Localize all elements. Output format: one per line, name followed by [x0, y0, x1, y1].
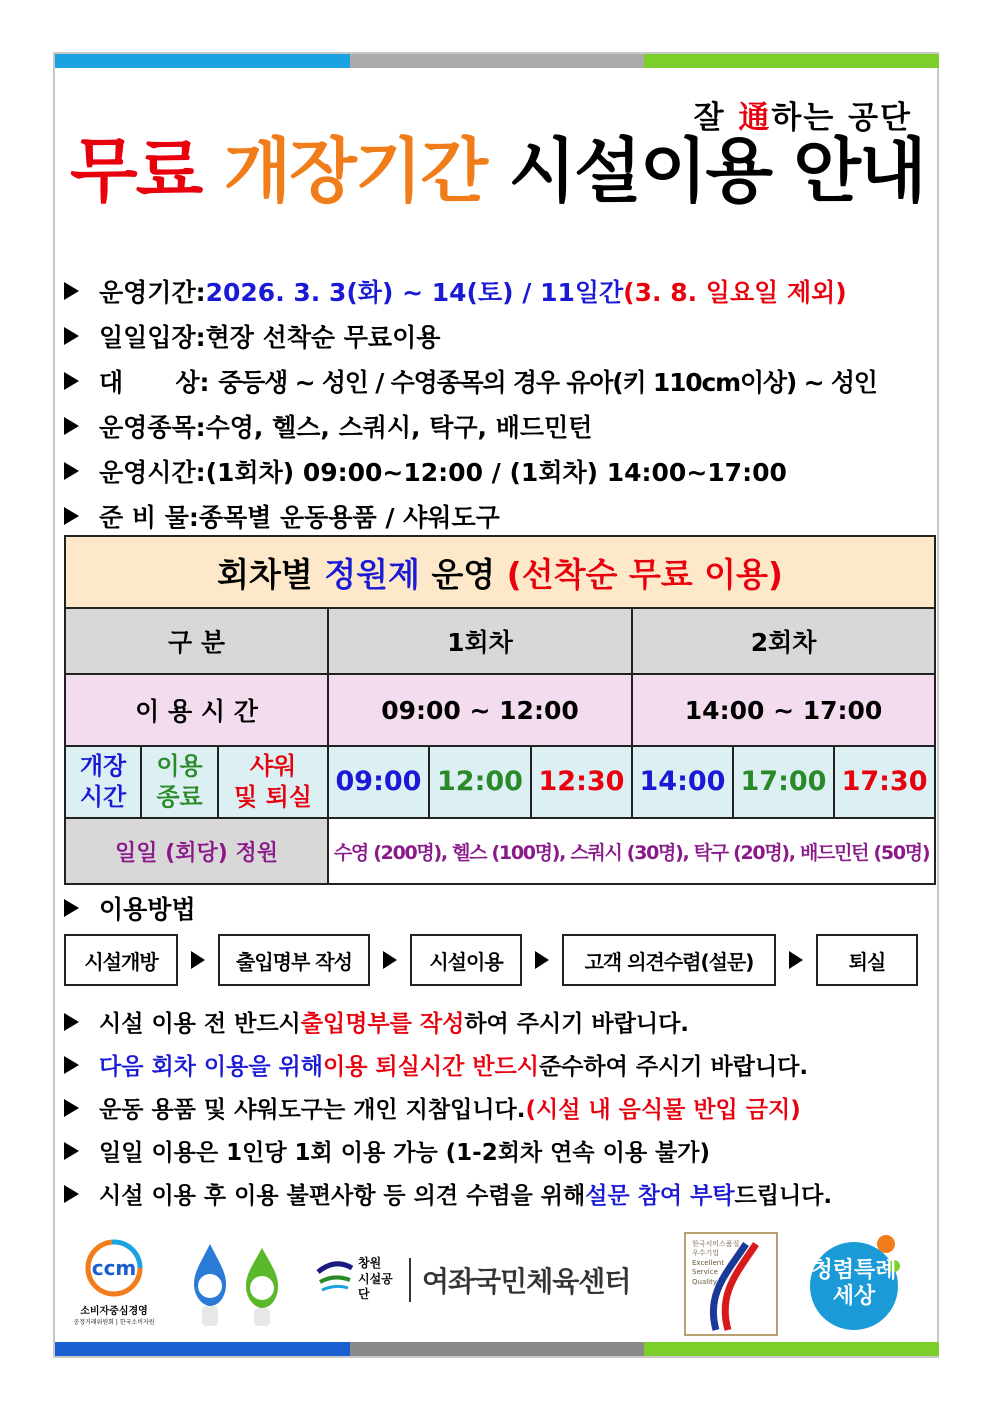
center-name: 여좌국민체육센터	[422, 1265, 631, 1298]
note-4: 일일 이용은 1인당 1회 이용 가능 (1-2회차 연속 이용 불가)	[64, 1129, 934, 1172]
bottom-color-bar	[55, 1342, 939, 1356]
method-flow	[64, 932, 926, 988]
step-open: 시설개방	[64, 934, 178, 986]
note-5: 시설 이용 후 이용 불편사항 등 의견 수렴을 위해 설문 참여 부탁 드립니다.	[64, 1172, 934, 1215]
info-target: 대 상: 중등생 ~ 성인 / 수영종목의 경우 유아(키 110cm이상) ~ 성인	[64, 358, 934, 403]
page-title: 무료 개장기간 시설이용 안내	[70, 130, 925, 212]
time-open-1: 09:00	[328, 746, 429, 818]
bullet-icon	[64, 1099, 79, 1117]
mascot-image	[182, 1240, 294, 1330]
capacity-value: 수영 (200명), 헬스 (100명), 스쿼시 (30명), 탁구 (20명), 배드민턴 (50명)	[328, 818, 935, 884]
col-label: 구 분	[65, 608, 328, 674]
mascot-icon	[182, 1240, 294, 1330]
arrow-right-icon	[191, 951, 205, 969]
arrow-right-icon	[789, 951, 803, 969]
time-open-2: 14:00	[632, 746, 733, 818]
bullet-icon	[64, 1142, 79, 1160]
bullet-icon	[64, 1056, 79, 1074]
clean-slogan-logo: 청렴특례 세상	[804, 1230, 904, 1336]
shower-label: 샤워 및 퇴실	[218, 746, 328, 818]
logo-strip	[64, 1230, 934, 1340]
facility-corp-icon	[314, 1252, 356, 1296]
bullet-icon	[64, 327, 79, 345]
round1-header: 1회차	[328, 608, 632, 674]
top-color-bar	[55, 54, 939, 68]
step-use: 시설이용	[410, 934, 522, 986]
time-exit-1: 12:30	[531, 746, 632, 818]
note-1: 시설 이용 전 반드시 출입명부를 작성 하여 주시기 바랍니다.	[64, 1000, 934, 1043]
bullet-icon	[64, 282, 79, 300]
creation-city-logo: 창원 시설공단	[314, 1252, 404, 1312]
arrow-right-icon	[535, 951, 549, 969]
info-hours: 운영시간: (1회차) 09:00~12:00 / (1회차) 14:00~17:00	[64, 448, 934, 493]
note-3: 운동 용품 및 샤워도구는 개인 지참입니다. (시설 내 음식물 반입 금지)	[64, 1086, 934, 1129]
bullet-icon	[64, 507, 79, 525]
time-end-2: 17:00	[733, 746, 834, 818]
bullet-icon	[64, 899, 79, 917]
ksq-flag-icon	[686, 1234, 776, 1334]
step-exit: 퇴실	[816, 934, 918, 986]
bullet-icon	[64, 1185, 79, 1203]
schedule-table	[64, 535, 936, 885]
note-2: 다음 회차 이용을 위해 이용 퇴실시간 반드시 준수하여 주시기 바랍니다.	[64, 1043, 934, 1086]
logo-divider	[409, 1258, 411, 1302]
step-survey: 고객 의견수렴(설문)	[562, 934, 776, 986]
capacity-label: 일일 (회당) 정원	[65, 818, 328, 884]
usage-round1: 09:00 ~ 12:00	[328, 674, 632, 746]
end-time-label: 이용 종료	[141, 746, 218, 818]
usage-round2: 14:00 ~ 17:00	[632, 674, 935, 746]
time-end-1: 12:00	[429, 746, 531, 818]
slogan-tag: 잘 通하는 공단	[693, 100, 912, 136]
bullet-icon	[64, 417, 79, 435]
usage-label: 이 용 시 간	[65, 674, 328, 746]
info-entry: 일일입장: 현장 선착순 무료이용	[64, 313, 934, 358]
step-register: 출입명부 작성	[218, 934, 370, 986]
arrow-right-icon	[383, 951, 397, 969]
ksq-certificate: 한국서비스품질 우수기업 Excellent Service Quality	[684, 1232, 778, 1336]
table-heading: 회차별 정원제 운영 (선착순 무료 이용)	[65, 536, 935, 608]
bullet-icon	[64, 462, 79, 480]
bullet-icon	[64, 1013, 79, 1031]
method-heading: 이용방법	[64, 888, 196, 928]
info-period: 운영기간: 2026. 3. 3(화) ~ 14(토) / 11일간 (3. 8. 일요일 제외)	[64, 268, 934, 313]
notes-list	[64, 1000, 934, 1215]
info-list	[64, 268, 934, 538]
round2-header: 2회차	[632, 608, 935, 674]
info-supplies: 준 비 물: 종목별 운동용품 / 샤워도구	[64, 493, 934, 538]
time-exit-2: 17:30	[834, 746, 935, 818]
bullet-icon	[64, 372, 79, 390]
open-time-label: 개장 시간	[65, 746, 141, 818]
info-sports: 운영종목: 수영, 헬스, 스쿼시, 탁구, 배드민턴	[64, 403, 934, 448]
ccm-logo: ccm 소비자중심경영 공정거래위원회 | 한국소비자원	[64, 1238, 164, 1326]
